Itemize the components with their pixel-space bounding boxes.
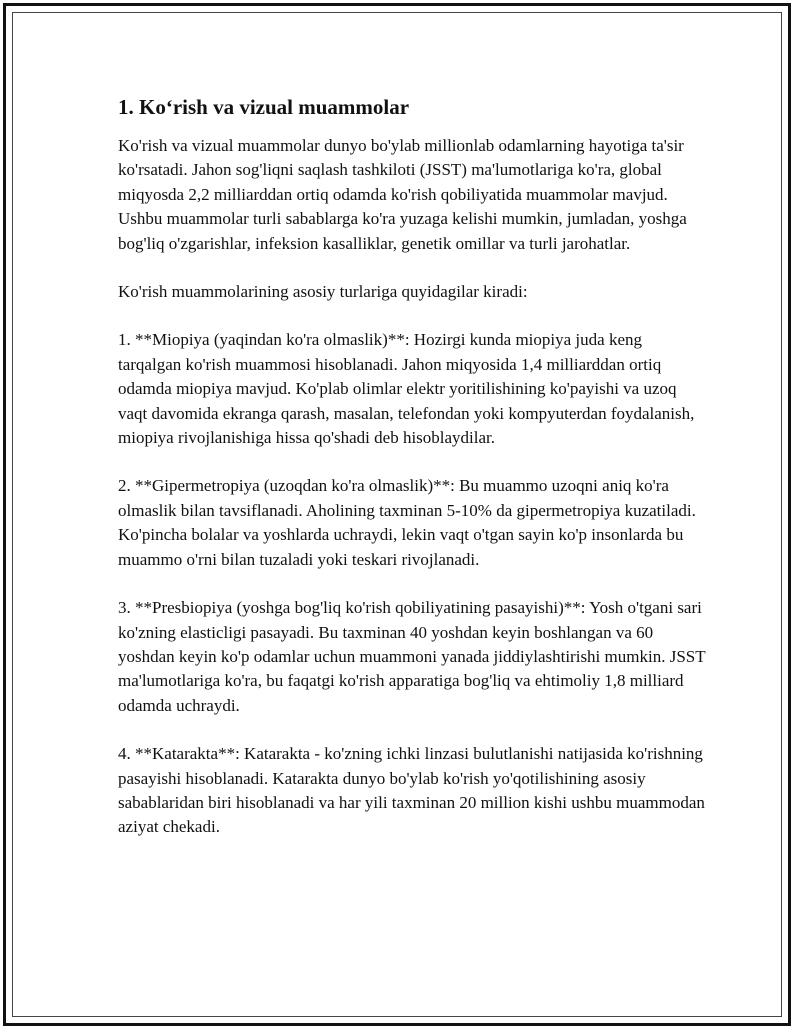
list-item-myopia: 1. **Miopiya (yaqindan ko'ra olmaslik)**: Hozirgi kunda miopiya juda keng tarqalgan ko'rish muammosi hisoblanadi. Jahon miqyosida 1,4 milliarddan ortiq odamda miopiya mavjud. Ko'plab olimlar elektr yoritilishining ko'payishi va uzoq vaqt davomida ekranga qarash, masalan, telefondan yoki kompyuterdan foydalanish, miopiya rivojlanishiga hissa qo'shadi deb hisoblaydilar. — [118, 330, 695, 448]
list-item-hypermetropia: 2. **Gipermetropiya (uzoqdan ko'ra olmaslik)**: Bu muammo uzoqni aniq ko'ra olmaslik bilan tavsiflanadi. Aholining taxminan 5-10% da gipermetropiya kuzatiladi. Ko'pincha bolalar va yoshlarda uchraydi, lekin vaqt o'tgan sayin ko'p insonlarda bu muammo o'rni bilan tuzaladi yoki teskari rivojlanadi. — [118, 476, 696, 569]
list-intro-paragraph: Ko'rish muammolarining asosiy turlariga quyidagilar kiradi: — [118, 282, 528, 302]
list-item-cataract: 4. **Katarakta**: Katarakta - ko'zning ichki linzasi bulutlanishi natijasida ko'rishning pasayishi hisoblanadi. Katarakta dunyo bo'ylab ko'rish yo'qotilishining asosiy sabablaridan biri hisoblanadi va har yili taxminan 20 million kishi ushbu muammodan aziyat chekadi. — [118, 744, 705, 837]
document-body — [118, 94, 708, 864]
intro-paragraph: Ko'rish va vizual muammolar dunyo bo'ylab millionlab odamlarning hayotiga ta'sir ko'rsatadi. Jahon sog'liqni saqlash tashkiloti (JSST) ma'lumotlariga ko'ra, global miqyosda 2,2 milliarddan ortiq odamda ko'rish qobiliyatida muammolar mavjud. Ushbu muammolar turli sabablarga ko'ra yuzaga kelishi mumkin, jumladan, yoshga bog'liq o'zgarishlar, infeksion kasalliklar, genetik omillar va turli jarohatlar. — [118, 136, 687, 253]
list-item-presbyopia: 3. **Presbiopiya (yoshga bog'liq ko'rish qobiliyatining pasayishi)**: Yosh o'tgani sari ko'zning elasticligi pasayadi. Bu taxminan 40 yoshdan keyin boshlangan va 60 yoshdan keyin ko'p odamlar uchun muammoni yanada jiddiylashtirishi mumkin. JSST ma'lumotlariga ko'ra, bu faqatgi ko'rish apparatiga bog'liq va ehtimoliy 1,8 milliard odamda uchraydi. — [118, 598, 706, 715]
section-heading: 1. Ko‘rish va vizual muammolar — [118, 95, 410, 119]
